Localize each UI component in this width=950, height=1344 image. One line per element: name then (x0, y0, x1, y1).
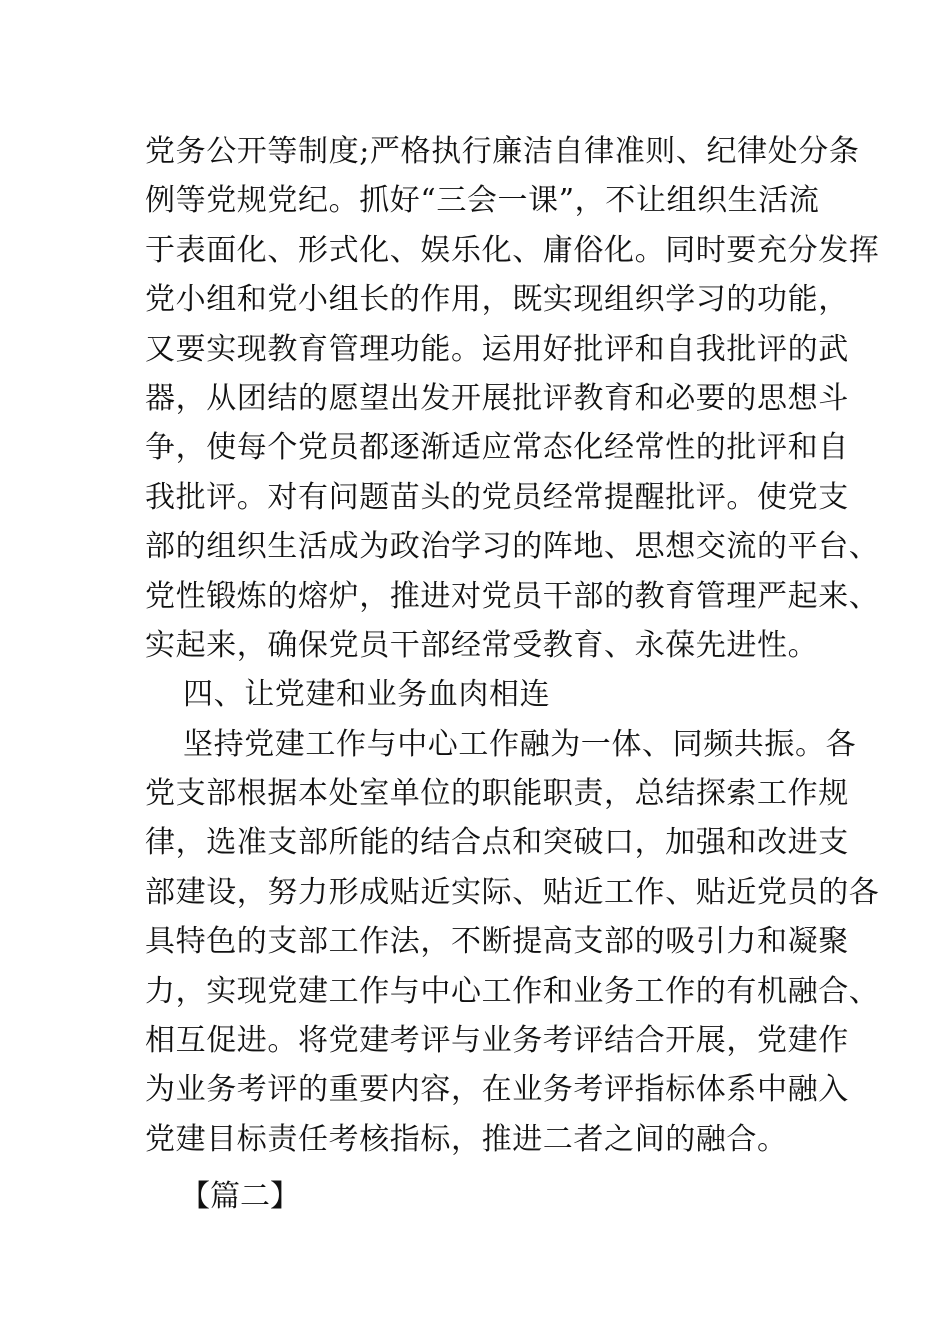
text-line: 具特色的支部工作法，不断提高支部的吸引力和凝聚 (145, 924, 849, 960)
text-line: 为业务考评的重要内容，在业务考评指标体系中融入 (145, 1072, 849, 1108)
text-line: 部建设，努力形成贴近实际、贴近工作、贴近党员的各 (145, 874, 880, 910)
text-line: 律，选准支部所能的结合点和突破口，加强和改进支 (145, 825, 849, 861)
text-line: 器，从团结的愿望出发开展批评教育和必要的思想斗 (145, 380, 849, 416)
text-line: 力，实现党建工作与中心工作和业务工作的有机融合、 (145, 973, 880, 1009)
text-line: 例等党规党纪。抓好“三会一课”，不让组织生活流 (145, 183, 820, 219)
text-line: 我批评。对有问题苗头的党员经常提醒批评。使党支 (145, 479, 849, 515)
section-marker: 【篇二】 (180, 1179, 300, 1214)
text-line: 坚持党建工作与中心工作融为一体、同频共振。各 (183, 726, 857, 762)
section-heading: 四、让党建和业务血肉相连 (183, 677, 551, 713)
text-line: 党务公开等制度;严格执行廉洁自律准则、纪律处分条 (145, 134, 860, 169)
document-body (145, 127, 880, 1164)
text-line: 争，使每个党员都逐渐适应常态化经常性的批评和自 (145, 430, 849, 466)
text-line: 实起来，确保党员干部经常受教育、永葆先进性。 (145, 627, 819, 663)
text-line: 相互促进。将党建考评与业务考评结合开展，党建作 (145, 1023, 849, 1059)
text-line: 党小组和党小组长的作用，既实现组织学习的功能， (145, 282, 849, 318)
text-line: 党建目标责任考核指标，推进二者之间的融合。 (145, 1121, 788, 1157)
text-line: 部的组织生活成为政治学习的阵地、思想交流的平台、 (145, 529, 880, 565)
text-line: 又要实现教育管理功能。运用好批评和自我批评的武 (145, 331, 849, 367)
text-line: 党性锻炼的熔炉，推进对党员干部的教育管理严起来、 (145, 578, 880, 614)
text-line: 党支部根据本处室单位的职能职责，总结探索工作规 (145, 776, 849, 812)
text-line: 于表面化、形式化、娱乐化、庸俗化。同时要充分发挥 (145, 232, 880, 268)
